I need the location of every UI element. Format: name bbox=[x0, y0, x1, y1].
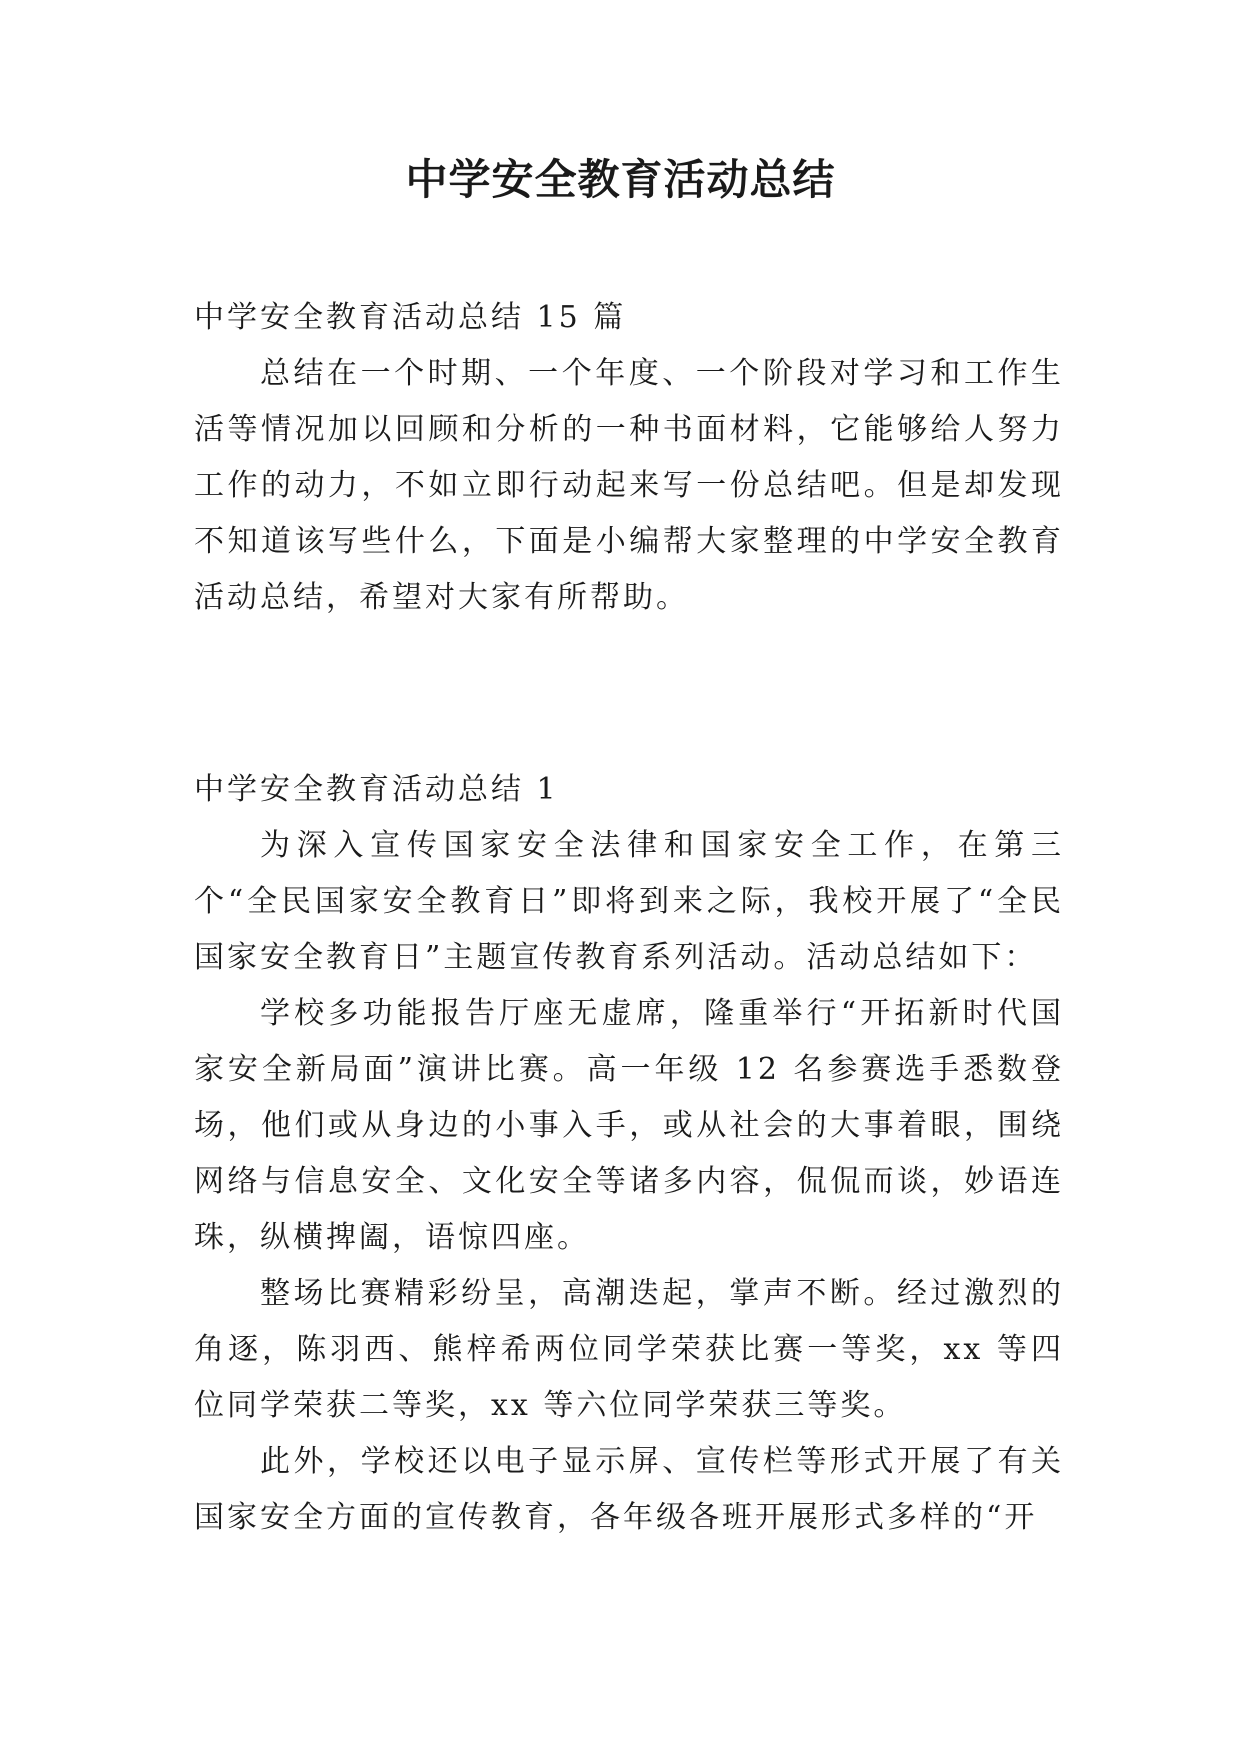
part1-paragraph: 整场比赛精彩纷呈，高潮迭起，掌声不断。经过激烈的角逐，陈羽西、熊梓希两位同学荣获比赛一等奖，xx 等四位同学荣获二等奖，xx 等六位同学荣获三等奖。 bbox=[194, 1276, 1064, 1423]
part1-section bbox=[194, 762, 1064, 1546]
document-title: 中学安全教育活动总结 bbox=[405, 155, 836, 204]
part1-heading: 中学安全教育活动总结 1 bbox=[194, 772, 559, 807]
part1-paragraph: 此外，学校还以电子显示屏、宣传栏等形式开展了有关国家安全方面的宣传教育，各年级各班开展形式多样的“开 bbox=[194, 1444, 1064, 1535]
part1-paragraph: 学校多功能报告厅座无虚席，隆重举行“开拓新时代国家安全新局面”演讲比赛。高一年级 12 名参赛选手悉数登场，他们或从身边的小事入手，或从社会的大事着眼，围绕网络与信息安全、文化安全等诸多内容，侃侃而谈，妙语连珠，纵横捭阖，语惊四座。 bbox=[194, 996, 1064, 1255]
intro-heading: 中学安全教育活动总结 15 篇 bbox=[194, 300, 627, 335]
part1-paragraph: 为深入宣传国家安全法律和国家安全工作，在第三个“全民国家安全教育日”即将到来之际，我校开展了“全民国家安全教育日”主题宣传教育系列活动。活动总结如下： bbox=[194, 828, 1064, 975]
intro-paragraph: 总结在一个时期、一个年度、一个阶段对学习和工作生活等情况加以回顾和分析的一种书面材料，它能够给人努力工作的动力，不如立即行动起来写一份总结吧。但是却发现不知道该写些什么，下面是小编帮大家整理的中学安全教育活动总结，希望对大家有所帮助。 bbox=[194, 356, 1064, 615]
intro-section bbox=[194, 290, 1064, 626]
